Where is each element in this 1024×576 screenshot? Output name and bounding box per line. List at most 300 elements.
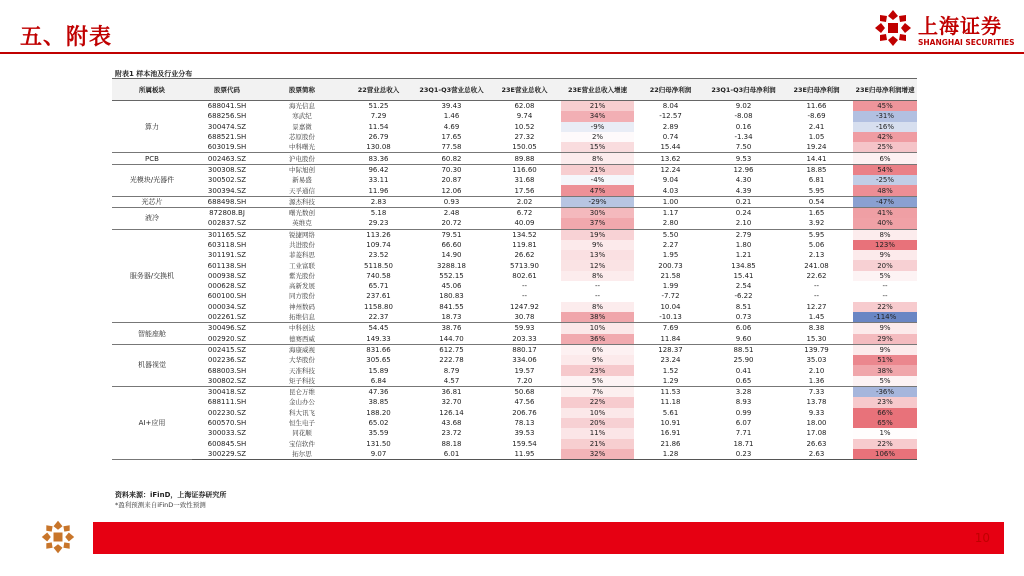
growth-cell: 21% (561, 164, 634, 175)
stock-code-cell: 300394.SZ (192, 185, 262, 196)
stock-code-cell: 002837.SZ (192, 218, 262, 229)
stock-name-cell: 海康威视 (289, 345, 315, 354)
value-cell: 8.38 (808, 324, 825, 333)
sector-cell: 液冷 (112, 207, 192, 229)
value-cell: 26.79 (368, 133, 389, 142)
value-cell: 47.56 (514, 398, 535, 407)
value-cell: 2.63 (780, 449, 853, 460)
value-cell: 26.63 (806, 439, 827, 448)
value-cell: 20.72 (415, 218, 488, 229)
value-cell: 7.33 (808, 388, 825, 397)
value-cell: 1.28 (634, 449, 707, 460)
value-cell: 11.18 (660, 398, 681, 407)
value-cell: 139.79 (804, 345, 829, 354)
table-row (112, 164, 917, 175)
growth-cell: 8% (561, 302, 634, 312)
value-cell: 2.10 (808, 366, 825, 375)
value-cell: 740.58 (366, 271, 391, 280)
sample-pool-table (112, 78, 917, 460)
value-cell: 70.30 (441, 165, 462, 174)
sector-cell: 算力 (112, 101, 192, 153)
table-row (112, 428, 917, 438)
value-cell: 0.54 (780, 196, 853, 207)
value-cell: 35.03 (806, 356, 827, 365)
table-row (112, 365, 917, 375)
value-cell: 5118.50 (364, 261, 393, 270)
growth-cell: 106% (853, 449, 917, 460)
value-cell: 0.21 (707, 196, 780, 207)
value-cell: 3288.18 (437, 261, 466, 270)
value-cell: 88.18 (441, 439, 462, 448)
growth-cell: -114% (853, 312, 917, 323)
table-row (112, 397, 917, 407)
value-cell: 17.56 (488, 185, 561, 196)
table-row (112, 387, 917, 398)
value-cell: 22.62 (806, 271, 827, 280)
growth-cell: 42% (853, 132, 917, 142)
table-row (112, 302, 917, 312)
growth-cell: 11% (561, 428, 634, 438)
stock-code-cell: 002261.SZ (192, 312, 262, 323)
value-cell: 2.41 (808, 122, 825, 131)
value-cell: -12.57 (659, 112, 682, 121)
header-divider (0, 52, 1024, 54)
header-cell: 23E营业总收入 (488, 79, 561, 101)
value-cell: 19.57 (514, 366, 535, 375)
stock-name-cell: 同花顺 (292, 429, 312, 438)
brand-name-cn: 上海证券 (918, 14, 1002, 38)
value-cell: -- (813, 292, 820, 301)
stock-code-cell: 600100.SH (207, 292, 247, 301)
stock-code-cell: 688041.SH (207, 102, 247, 111)
value-cell: 1.95 (662, 251, 679, 260)
value-cell: 4.69 (443, 122, 460, 131)
stock-name-cell: 矩子科技 (262, 376, 342, 387)
value-cell: 612.75 (439, 345, 464, 354)
table-row (112, 185, 917, 196)
table-row (112, 344, 917, 355)
stock-code-cell: 603118.SH (207, 241, 247, 249)
value-cell: 4.39 (707, 185, 780, 196)
growth-cell: 34% (561, 111, 634, 121)
table-row (112, 418, 917, 428)
value-cell: 150.05 (488, 142, 561, 153)
value-cell: 39.53 (514, 429, 535, 438)
stock-name-cell: 天孚通信 (262, 185, 342, 196)
value-cell: 0.16 (735, 122, 752, 131)
growth-cell: 23% (561, 365, 634, 375)
value-cell: 2.27 (662, 241, 679, 249)
value-cell: 9.33 (808, 408, 825, 417)
sector-cell: 光芯片 (112, 196, 192, 207)
value-cell: -1.34 (734, 133, 753, 142)
stock-name-cell: 宝信软件 (289, 439, 315, 448)
stock-name-cell: 芯原股份 (289, 133, 315, 142)
value-cell: 43.68 (441, 419, 462, 428)
value-cell: 237.61 (366, 292, 391, 301)
table-row (112, 439, 917, 449)
footer-brand-mark-icon (40, 519, 76, 555)
value-cell: 6.72 (516, 209, 533, 218)
value-cell: 2.80 (634, 218, 707, 229)
value-cell: 159.54 (512, 439, 537, 448)
growth-cell: -4% (561, 175, 634, 185)
value-cell: 15.44 (634, 142, 707, 153)
value-cell: 116.60 (512, 165, 537, 174)
sector-cell: 服务器/交换机 (112, 229, 192, 323)
growth-cell: 9% (561, 240, 634, 250)
value-cell: 5.18 (370, 209, 387, 218)
table-row (112, 260, 917, 270)
value-cell: 552.15 (439, 271, 464, 280)
value-cell: 0.73 (707, 312, 780, 323)
value-cell: 12.96 (733, 165, 754, 174)
growth-cell: 65% (853, 418, 917, 428)
stock-code-cell: 300502.SZ (207, 176, 247, 185)
stock-name-cell: 菲菱科思 (289, 251, 315, 260)
value-cell: 2.79 (735, 230, 752, 239)
value-cell: -8.08 (734, 112, 753, 121)
stock-code-cell: 300308.SZ (207, 165, 247, 174)
value-cell: 8.04 (662, 102, 679, 111)
value-cell: 3.28 (735, 388, 752, 397)
value-cell: 1.36 (780, 376, 853, 387)
value-cell: 96.42 (368, 165, 389, 174)
growth-cell: 37% (561, 218, 634, 229)
growth-cell: 8% (561, 271, 634, 281)
growth-cell: 48% (853, 185, 917, 196)
value-cell: 149.33 (342, 334, 415, 345)
value-cell: 23.52 (368, 251, 389, 260)
value-cell: 6.07 (735, 419, 752, 428)
sector-cell: PCB (112, 153, 192, 164)
value-cell: 9.02 (735, 102, 752, 111)
value-cell: 40.09 (488, 218, 561, 229)
stock-code-cell: 002236.SZ (207, 356, 247, 365)
stock-code-cell: 872808.BJ (209, 209, 245, 218)
value-cell: 7.29 (370, 112, 387, 121)
value-cell: 5.61 (662, 408, 679, 417)
value-cell: 802.61 (512, 271, 537, 280)
header-cell: 22营业总收入 (342, 79, 415, 101)
stock-code-cell: 002920.SZ (192, 334, 262, 345)
growth-cell: 22% (853, 439, 917, 449)
stock-name-cell: 神州数码 (289, 302, 315, 311)
stock-code-cell: 300802.SZ (192, 376, 262, 387)
value-cell: 130.08 (342, 142, 415, 153)
value-cell: 11.84 (634, 334, 707, 345)
brand-logo (873, 8, 1015, 52)
stock-name-cell: 金山办公 (289, 398, 315, 407)
value-cell: 14.90 (441, 251, 462, 260)
value-cell: 45.06 (441, 282, 462, 291)
value-cell: 13.62 (634, 153, 707, 164)
value-cell: -8.69 (807, 112, 826, 121)
value-cell: 5.95 (780, 185, 853, 196)
growth-cell: 38% (853, 365, 917, 375)
value-cell: 5.95 (808, 230, 825, 239)
value-cell: 241.08 (804, 261, 829, 270)
value-cell: 6.06 (735, 324, 752, 333)
growth-cell: 123% (853, 240, 917, 250)
value-cell: 30.78 (488, 312, 561, 323)
value-cell: 13.78 (806, 398, 827, 407)
table-body (112, 101, 917, 460)
growth-cell: 29% (853, 334, 917, 345)
growth-cell: 51% (853, 355, 917, 365)
stock-code-cell: 688003.SH (207, 366, 247, 375)
table-row (112, 334, 917, 345)
growth-cell: 9% (853, 323, 917, 334)
growth-cell: 5% (853, 271, 917, 281)
stock-name-cell: 天准科技 (289, 366, 315, 375)
value-cell: 21.86 (660, 439, 681, 448)
value-cell: 18.00 (806, 419, 827, 428)
stock-code-cell: 603019.SH (192, 142, 262, 153)
sector-cell: 智能座舱 (112, 323, 192, 345)
header-cell: 股票简称 (262, 79, 342, 101)
stock-code-cell: 300229.SZ (192, 449, 262, 460)
value-cell: 65.02 (368, 419, 389, 428)
value-cell: 15.41 (733, 271, 754, 280)
value-cell: 1.80 (735, 241, 752, 249)
value-cell: 38.76 (441, 324, 462, 333)
growth-cell: 10% (561, 323, 634, 334)
page-title: 五、附表 (20, 25, 113, 50)
value-cell: 1.29 (634, 376, 707, 387)
value-cell: 880.17 (512, 345, 537, 354)
growth-cell: 41% (853, 207, 917, 218)
stock-name-cell: 科大讯飞 (289, 408, 315, 417)
value-cell: 1.99 (662, 282, 679, 291)
value-cell: 36.81 (441, 388, 462, 397)
value-cell: 12.06 (415, 185, 488, 196)
table-row (112, 153, 917, 164)
stock-name-cell: 共进股份 (289, 241, 315, 249)
stock-name-cell: 德赛西威 (262, 334, 342, 345)
value-cell: 1.46 (443, 112, 460, 121)
value-cell: 6.01 (415, 449, 488, 460)
value-cell: 29.23 (342, 218, 415, 229)
growth-cell: 1% (853, 428, 917, 438)
value-cell: 25.90 (733, 356, 754, 365)
value-cell: 5.06 (808, 241, 825, 249)
value-cell: 11.66 (806, 102, 827, 111)
stock-name-cell: 拓尔思 (262, 449, 342, 460)
value-cell: -7.72 (661, 292, 680, 301)
growth-cell: 32% (561, 449, 634, 460)
table-row (112, 196, 917, 207)
value-cell: 1247.92 (510, 302, 539, 311)
value-cell: 9.07 (342, 449, 415, 460)
growth-cell: 36% (561, 334, 634, 345)
stock-code-cell: 300418.SZ (207, 388, 247, 397)
value-cell: 3.92 (780, 218, 853, 229)
value-cell: 78.13 (514, 419, 535, 428)
value-cell: 2.10 (707, 218, 780, 229)
value-cell: 17.08 (806, 429, 827, 438)
value-cell: 119.81 (512, 241, 537, 249)
value-cell: 18.71 (733, 439, 754, 448)
stock-code-cell: 000034.SZ (207, 302, 247, 311)
growth-cell: 6% (853, 153, 917, 164)
value-cell: 10.91 (660, 419, 681, 428)
value-cell: -- (521, 282, 528, 291)
header-cell: 23Q1-Q3营业总收入 (415, 79, 488, 101)
header-cell: 23E营业总收入增速 (561, 79, 634, 101)
value-cell: 1.17 (662, 209, 679, 218)
value-cell: 16.91 (660, 429, 681, 438)
stock-code-cell: 000938.SZ (207, 271, 247, 280)
table-row (112, 218, 917, 229)
stock-code-cell: 601138.SH (207, 261, 247, 270)
value-cell: 0.23 (707, 449, 780, 460)
value-cell: 2.89 (662, 122, 679, 131)
value-cell: 6.81 (808, 176, 825, 185)
stock-code-cell: 002415.SZ (207, 345, 247, 354)
value-cell: 8.93 (735, 398, 752, 407)
stock-name-cell: 源杰科技 (262, 196, 342, 207)
growth-cell: 22% (853, 302, 917, 312)
stock-name-cell: 昆仑万维 (289, 388, 315, 397)
stock-code-cell: 301165.SZ (207, 230, 247, 239)
table-row (112, 250, 917, 260)
value-cell: 7.69 (662, 324, 679, 333)
value-cell: 2.13 (808, 251, 825, 260)
brand-mark-icon (873, 8, 913, 48)
value-cell: 0.99 (735, 408, 752, 417)
value-cell: 38.85 (368, 398, 389, 407)
stock-name-cell: 紫光股份 (289, 271, 315, 280)
value-cell: 2.83 (342, 196, 415, 207)
table-row (112, 229, 917, 240)
stock-code-cell: 688256.SH (207, 112, 247, 121)
brand-name-en: SHANGHAI SECURITIES (918, 38, 1015, 47)
sector-cell: 机器视觉 (112, 344, 192, 386)
header-cell: 23E归母净利润 (780, 79, 853, 101)
value-cell: 39.43 (441, 102, 462, 111)
table-row (112, 312, 917, 323)
stock-name-cell: 海光信息 (289, 102, 315, 111)
stock-code-cell: 300496.SZ (207, 324, 247, 333)
growth-cell: 20% (853, 260, 917, 270)
growth-cell: 19% (561, 229, 634, 240)
value-cell: 50.68 (514, 388, 535, 397)
growth-cell: 21% (561, 101, 634, 112)
source-note: 资料来源：iFinD，上海证券研究所 (115, 491, 227, 499)
value-cell: 0.24 (735, 209, 752, 218)
value-cell: 203.33 (488, 334, 561, 345)
growth-cell: -31% (853, 111, 917, 121)
value-cell: 144.70 (415, 334, 488, 345)
table-row (112, 122, 917, 132)
value-cell: 27.32 (514, 133, 535, 142)
growth-cell: 2% (561, 132, 634, 142)
value-cell: 11.53 (660, 388, 681, 397)
stock-name-cell: 中科曙光 (262, 142, 342, 153)
value-cell: 113.26 (366, 230, 391, 239)
growth-cell: 21% (561, 439, 634, 449)
growth-cell: 25% (853, 142, 917, 153)
growth-cell: 5% (561, 376, 634, 387)
growth-cell: 9% (561, 355, 634, 365)
growth-cell: -25% (853, 175, 917, 185)
table-row (112, 175, 917, 185)
value-cell: 1.21 (735, 251, 752, 260)
growth-cell: 22% (561, 397, 634, 407)
stock-code-cell: 688111.SH (207, 398, 247, 407)
value-cell: 206.76 (512, 408, 537, 417)
stock-name-cell: 同方股份 (289, 292, 315, 301)
value-cell: 18.73 (415, 312, 488, 323)
value-cell: 841.55 (439, 302, 464, 311)
stock-name-cell: 新易盛 (292, 176, 312, 185)
value-cell: 6.84 (342, 376, 415, 387)
value-cell: 5713.90 (510, 261, 539, 270)
value-cell: -6.22 (734, 292, 753, 301)
value-cell: 10.52 (514, 122, 535, 131)
stock-code-cell: 600570.SH (207, 419, 247, 428)
table-row (112, 111, 917, 121)
table-row (112, 323, 917, 334)
value-cell: 7.71 (735, 429, 752, 438)
growth-cell: -- (882, 292, 888, 301)
growth-cell: 13% (561, 250, 634, 260)
sector-cell: 光模块/光器件 (112, 164, 192, 196)
growth-cell: -- (594, 282, 601, 291)
stock-name-cell: 中科创达 (289, 324, 315, 333)
value-cell: 0.93 (415, 196, 488, 207)
value-cell: 14.41 (780, 153, 853, 164)
value-cell: 134.85 (731, 261, 756, 270)
header-cell: 股票代码 (192, 79, 262, 101)
footnote: *盈利预测来自iFinD一致性预测 (115, 501, 206, 509)
sector-cell: AI+应用 (112, 387, 192, 460)
value-cell: 5.50 (662, 230, 679, 239)
stock-name-cell: 工业富联 (289, 261, 315, 270)
value-cell: 20.87 (441, 176, 462, 185)
value-cell: 131.50 (366, 439, 391, 448)
table-row (112, 408, 917, 418)
value-cell: 18.85 (806, 165, 827, 174)
stock-name-cell: 景嘉微 (292, 122, 312, 131)
growth-cell: 40% (853, 218, 917, 229)
growth-cell: 45% (853, 101, 917, 112)
value-cell: 1.00 (634, 196, 707, 207)
value-cell: 23.24 (660, 356, 681, 365)
table-row (112, 240, 917, 250)
value-cell: 11.96 (342, 185, 415, 196)
header-cell: 所属板块 (112, 79, 192, 101)
value-cell: -- (813, 282, 820, 291)
value-cell: 109.74 (366, 241, 391, 249)
stock-code-cell: 002463.SZ (192, 153, 262, 164)
value-cell: 134.52 (512, 230, 537, 239)
growth-cell: -- (882, 282, 888, 291)
stock-name-cell: 大华股份 (289, 356, 315, 365)
stock-name-cell: 曙光数创 (289, 209, 315, 218)
value-cell: 12.24 (660, 165, 681, 174)
growth-cell: 5% (853, 376, 917, 387)
growth-cell: -9% (561, 122, 634, 132)
header-cell: 23Q1-Q3归母净利润 (707, 79, 780, 101)
growth-cell: 7% (561, 387, 634, 398)
table-row (112, 291, 917, 301)
value-cell: 1.45 (780, 312, 853, 323)
value-cell: 4.30 (735, 176, 752, 185)
table-row (112, 101, 917, 112)
stock-code-cell: 688498.SH (192, 196, 262, 207)
